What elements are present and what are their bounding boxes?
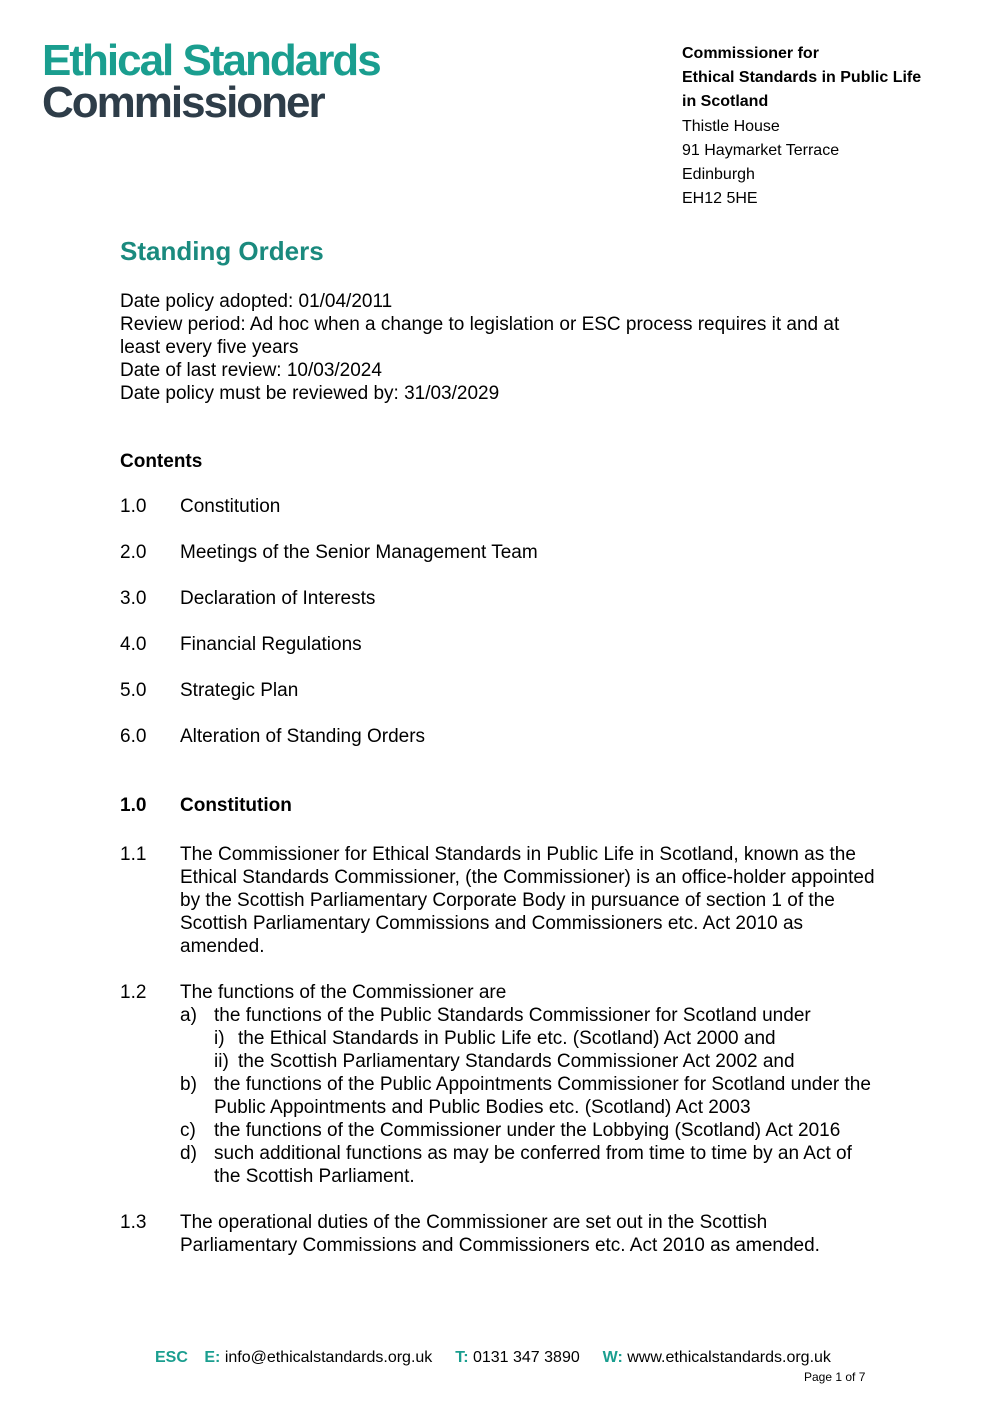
table-of-contents [120,496,538,772]
email-key: E: [204,1349,221,1366]
toc-label: Strategic Plan [180,680,299,701]
section-title: Constitution [180,795,292,816]
footer-esc-mark: ESC [155,1349,188,1366]
logo [42,36,380,127]
clause-1-1 [120,843,880,958]
address-line: Commissioner for [682,45,819,62]
toc-num: 2.0 [120,542,147,563]
date-adopted: Date policy adopted: 01/04/2011 [120,291,393,312]
page-title: Standing Orders [120,236,324,266]
page-number: Page 1 of 7 [804,1370,866,1384]
sub-label: d) [180,1143,197,1164]
address-line: Thistle House [682,117,780,135]
toc-item [120,680,538,726]
toc-item [120,588,538,634]
sub-text: such additional functions as may be conferred from time to time by an Act of the Scottish Parliament. [214,1143,852,1187]
sub-text: the functions of the Public Appointments Commissioner for Scotland under the Public Appointments and Public Bodies etc. (Scotland) Act 2003 [214,1074,871,1118]
sub-text: the functions of the Public Standards Commissioner for Scotland under [214,1005,811,1026]
policy-metadata [120,290,880,405]
clause-1-3 [120,1211,880,1257]
toc-label: Meetings of the Senior Management Team [180,542,538,563]
toc-item [120,634,538,680]
clause-num: 1.2 [120,982,147,1003]
sub-label: b) [180,1074,197,1095]
address-line: 91 Haymarket Terrace [682,141,840,159]
logo-line-2: Commissioner [42,78,324,127]
address-line: in Scotland [682,93,769,111]
address-line: EH12 5HE [682,190,758,208]
toc-num: 3.0 [120,588,147,609]
last-review: Date of last review: 10/03/2024 [120,360,382,381]
clause-num: 1.1 [120,844,147,865]
sub-item-b [180,1073,880,1119]
clause-num: 1.3 [120,1212,147,1233]
toc-item [120,726,538,772]
sub-text: the Scottish Parliamentary Standards Commissioner Act 2002 and [238,1051,795,1072]
sub-label: i) [214,1028,225,1049]
sub-label: ii) [214,1051,229,1072]
sub-item-c [180,1119,880,1142]
toc-label: Declaration of Interests [180,588,376,609]
section-num: 1.0 [120,795,147,816]
sub-item-d [180,1142,880,1188]
sub-item-a-i [180,1027,880,1050]
logo-line-1: Ethical Standards [42,36,380,85]
review-by: Date policy must be reviewed by: 31/03/2029 [120,383,500,404]
contents-heading: Contents [120,451,203,472]
sub-item-a-ii [180,1050,880,1073]
footer-contact [155,1349,831,1367]
web-key: W: [602,1349,623,1366]
address-line: Ethical Standards in Public Life [682,69,922,87]
toc-num: 4.0 [120,634,147,655]
address-block [682,42,921,211]
clause-1-2 [120,981,880,1188]
sub-text: the Ethical Standards in Public Life etc. (Scotland) Act 2000 and [238,1028,776,1049]
toc-item [120,542,538,588]
toc-num: 1.0 [120,496,147,517]
toc-num: 6.0 [120,726,147,747]
sub-text: the functions of the Commissioner under the Lobbying (Scotland) Act 2016 [214,1120,841,1141]
clause-intro: The functions of the Commissioner are [180,982,507,1003]
sub-label: a) [180,1005,197,1026]
sub-label: c) [180,1120,196,1141]
tel-number: 0131 347 3890 [472,1349,580,1366]
clause-body [180,981,880,1188]
sub-item-a [180,1004,880,1027]
review-period: Review period: Ad hoc when a change to legislation or ESC process requires it and at least every five years [120,314,840,358]
toc-item [120,496,538,542]
toc-label: Constitution [180,496,281,517]
tel-key: T: [455,1349,469,1366]
email-link[interactable]: info@ethicalstandards.org.uk [224,1349,433,1366]
address-line: Edinburgh [682,166,755,184]
web-link[interactable]: www.ethicalstandards.org.uk [627,1349,831,1366]
toc-label: Alteration of Standing Orders [180,726,426,747]
clause-text: The operational duties of the Commissioner are set out in the Scottish Parliamentary Commissions and Commissioners etc. Act 2010 as amended. [180,1212,820,1256]
toc-label: Financial Regulations [180,634,362,655]
toc-num: 5.0 [120,680,147,701]
clause-text: The Commissioner for Ethical Standards in Public Life in Scotland, known as the Ethical Standards Commissioner, (the Commissioner) is an office-holder appointed by the Scottish Parliamentary Corporate Body in pursuance of section 1 of the Scottish Parliamentary Commissions and Commissioners etc. Act 2010 as amended. [180,844,875,957]
constitution-heading [120,795,292,817]
